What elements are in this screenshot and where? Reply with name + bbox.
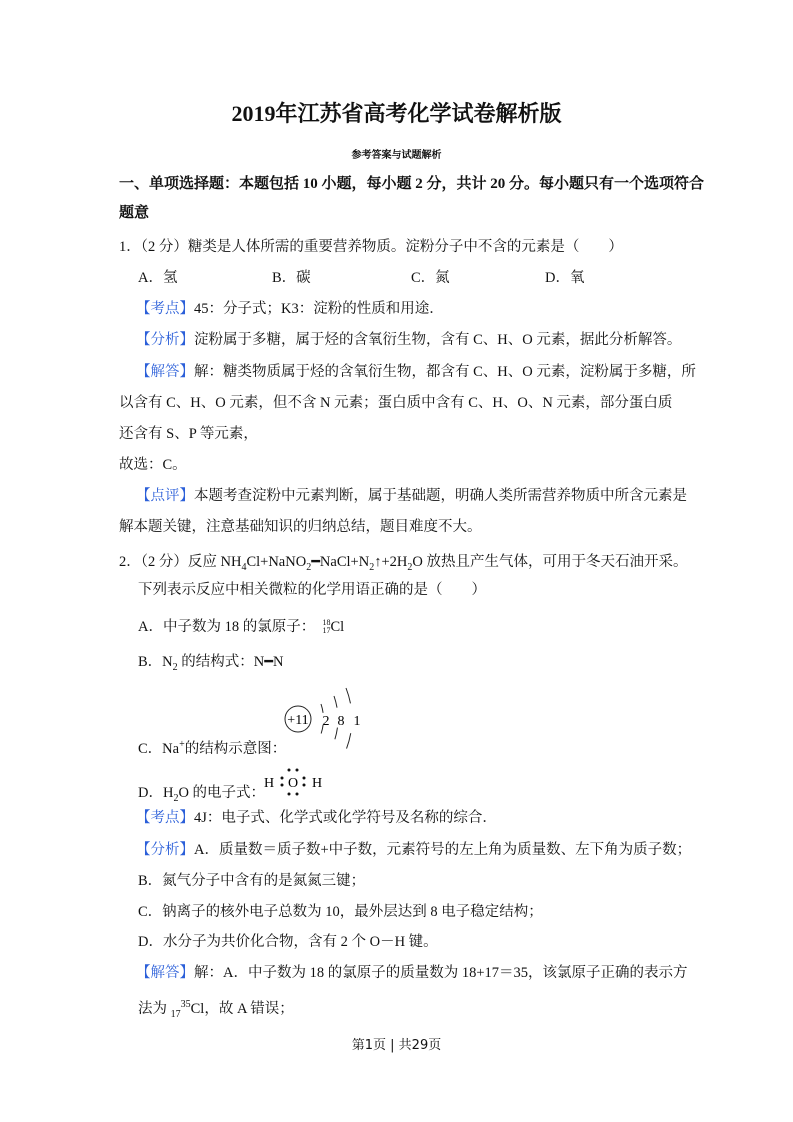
superscript: 35 [180, 999, 191, 1010]
nucleus-charge: +11 [287, 713, 309, 728]
text-line [138, 902, 543, 922]
text-segment: 的结构式：N━N [177, 654, 284, 670]
text-segment: 本题考查淀粉中元素判断，属于基础题，明确人类所需营养物质中所含元素是 [194, 488, 687, 504]
section-label: 【考点】 [136, 301, 194, 317]
text-segment: ━NaCl+N [311, 554, 370, 570]
text-line [119, 237, 623, 257]
text-line [138, 617, 344, 637]
text-segment: B．N [138, 654, 173, 670]
text-line [136, 963, 688, 983]
text-segment: 故选：C。 [119, 457, 187, 473]
atom-h-left: H [263, 776, 275, 791]
text-line [138, 871, 365, 891]
text-segment: ↑+2H [374, 554, 408, 570]
document-title: 2019年江苏省高考化学试卷解析版 [231, 101, 562, 126]
mass-number: 18 [322, 618, 331, 627]
text-line [136, 362, 696, 382]
q1-option-d: D．氧 [545, 270, 585, 286]
text-segment: D．H [138, 785, 174, 801]
subscript: 2 [407, 562, 413, 573]
text-line [138, 783, 265, 809]
text-segment: 还含有 S、P 等元素， [119, 426, 258, 442]
q1-option-a: A．氢 [138, 270, 178, 286]
text-line [136, 808, 497, 828]
section-label: 【解答】 [136, 965, 194, 981]
text-segment: 下列表示反应中相关微粒的化学用语正确的是（ ） [138, 582, 486, 598]
section-label: 【考点】 [136, 810, 194, 826]
text-segment: 45：分子式；K3：淀粉的性质和用途． [194, 301, 444, 317]
text-segment: 解本题关键，注意基础知识的归纳总结，题目难度不大。 [119, 519, 482, 535]
h2o-electron-formula [262, 766, 326, 798]
atomic-number: 17 [322, 626, 331, 635]
text-segment: Cl [330, 619, 345, 635]
na-structure-diagram [280, 682, 370, 754]
section-label: 【点评】 [136, 488, 194, 504]
text-line [138, 735, 286, 759]
text-segment: D．水分子为共价化合物，含有 2 个 O－H 键。 [138, 934, 438, 950]
subscript: 17 [170, 1009, 181, 1020]
text-segment: 解：A．中子数为 18 的氯原子的质量数为 18+17＝35，该氯原子正确的表示方 [194, 965, 688, 981]
text-line [136, 330, 681, 350]
text-segment: 淀粉属于多糖，属于烃的含氧衍生物，含有 C、H、O 元素，据此分析解答。 [194, 332, 682, 348]
text-segment: O 的电子式： [178, 785, 266, 801]
subscript: 2 [369, 562, 375, 573]
document-subtitle: 参考答案与试题解析 [351, 150, 442, 161]
atom-o: O [287, 776, 299, 791]
text-segment: 题意 [119, 205, 150, 221]
subscript: 2 [306, 562, 312, 573]
text-segment: A．质量数＝质子数+中子数，元素符号的左上角为质量数、左下角为质子数； [194, 842, 692, 858]
q1-option-b: B．碳 [272, 270, 311, 286]
text-line [138, 652, 283, 678]
text-line [119, 393, 672, 413]
subscript: 2 [173, 793, 179, 804]
text-segment: C．Na [138, 741, 180, 757]
text-segment: O 放热且产生气体，可用于冬天石油开采。 [412, 554, 688, 570]
text-segment: 一、单项选择题：本题包括 10 小题，每小题 2 分，共计 20 分。每小题只有一个选项符合 [119, 176, 705, 192]
subscript: 4 [241, 562, 247, 573]
q1-options [0, 268, 793, 288]
text-line [119, 517, 482, 537]
shell-1-electrons: 2 [322, 714, 330, 729]
text-segment: 4J：电子式、化学式或化学符号及名称的综合． [194, 810, 497, 826]
text-line [138, 932, 438, 952]
text-segment: A．中子数为 18 的氯原子： [138, 619, 323, 635]
section-label: 【分析】 [136, 332, 194, 348]
shell-3-electrons: 1 [353, 714, 361, 729]
text-segment: 的结构示意图： [184, 741, 287, 757]
text-line [119, 174, 704, 194]
text-line [119, 552, 687, 578]
text-segment: C．钠离子的核外电子总数为 10，最外层达到 8 电子稳定结构； [138, 904, 543, 920]
text-segment: 2．（2 分）反应 NH [119, 554, 242, 570]
text-segment: Cl，故 A 错误； [190, 1001, 294, 1017]
section-label: 【解答】 [136, 364, 194, 380]
page-footer: 第1页 | 共29页 [351, 1038, 442, 1053]
text-segment: 解：糖类物质属于烃的含氧衍生物，都含有 C、H、O 元素，淀粉属于多糖，所 [194, 364, 696, 380]
text-line [119, 455, 187, 475]
subscript: 2 [172, 662, 178, 673]
q1-option-c: C．氮 [411, 270, 450, 286]
text-segment: 以含有 C、H、O 元素，但不含 N 元素；蛋白质中含有 C、H、O、N 元素，部分蛋白质 [119, 395, 673, 411]
text-segment: B．氮气分子中含有的是氮氮三键； [138, 873, 366, 889]
text-segment: Cl+NaNO [246, 554, 307, 570]
text-line [119, 424, 258, 444]
atom-h-right: H [311, 776, 323, 791]
superscript: + [179, 739, 185, 750]
text-segment: 法为 [138, 1001, 171, 1017]
text-line [119, 203, 149, 223]
shell-2-electrons: 8 [337, 714, 345, 729]
section-label: 【分析】 [136, 842, 194, 858]
text-segment: 1．（2 分）糖类是人体所需的重要营养物质。淀粉分子中不含的元素是（ ） [119, 239, 623, 255]
text-line [136, 299, 444, 319]
text-line [136, 486, 687, 506]
text-line [138, 580, 486, 600]
text-line [136, 840, 691, 860]
text-line [138, 995, 294, 1025]
